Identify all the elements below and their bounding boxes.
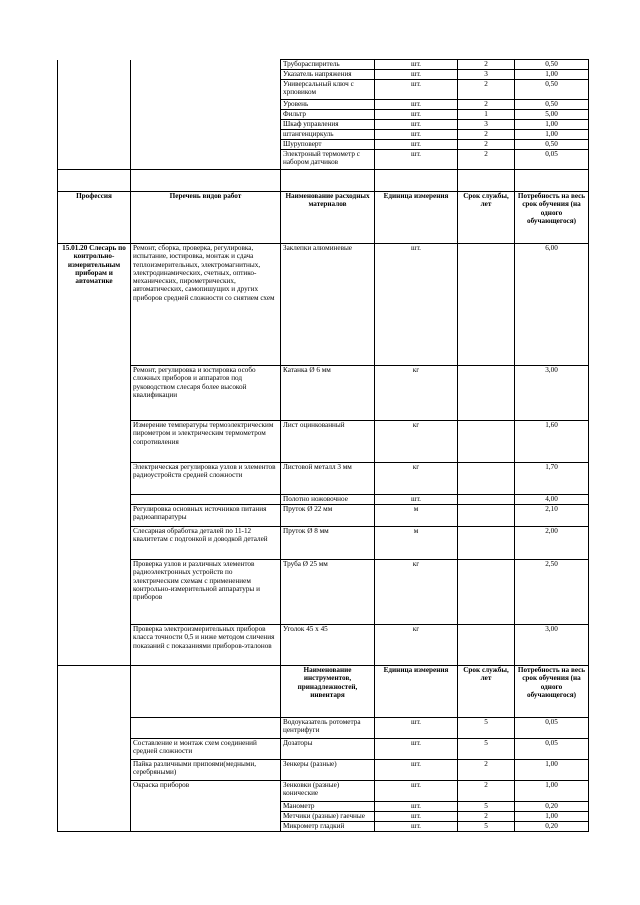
work-description: Ремонт, сборка, проверка, регулировка, испытание, юстировка, монтаж и сдача теплоизмерительных, электромагнитных, электродинамических, счетных, оптико-механических, пирометрических, автоматических, самопишущих и других приборов средней сложности со снятием схем [131,244,281,366]
works-cell [131,80,281,100]
material-row [58,625,589,666]
material-unit: кг [375,366,458,421]
tool-row [58,718,589,739]
item-term: 3 [458,120,515,130]
material-row [58,366,589,421]
tool-unit: шт. [375,802,458,812]
material-need: 2,00 [515,527,589,560]
profession-cell [58,100,131,110]
tool-work: Составление и монтаж схем соединений средней сложности [131,739,281,760]
material-name: Полотно ножовочное [281,495,375,505]
work-description: Ремонт, регулировка и юстировка особо сложных приборов и аппаратов под руководством слесаря более высокой квалификации [131,366,281,421]
item-need: 1,00 [515,130,589,140]
item-term: 2 [458,100,515,110]
work-description [131,495,281,505]
tool-row [58,781,589,802]
material-term [458,560,515,625]
item-name: штангенциркуль [281,130,375,140]
item-unit: шт. [375,140,458,150]
profession-cell [58,70,131,80]
item-need: 0,50 [515,60,589,70]
material-need: 2,50 [515,560,589,625]
tool-work: Окраска приборов [131,781,281,832]
item-unit: шт. [375,110,458,120]
profession-cell [58,110,131,120]
tool-name: Зенковки (разные) конические [281,781,375,802]
material-row [58,244,589,366]
item-unit: шт. [375,80,458,100]
material-unit: кг [375,463,458,495]
header-row [58,666,589,718]
material-term [458,625,515,666]
tool-unit: шт. [375,760,458,781]
works-cell [131,60,281,70]
empty-cell [131,170,281,192]
tool-need: 1,00 [515,812,589,822]
tool-need: 0,20 [515,822,589,832]
tool-term: 5 [458,802,515,812]
material-need: 1,60 [515,421,589,463]
material-term [458,505,515,527]
material-row [58,505,589,527]
profession-cell [58,120,131,130]
header-profession: Профессия [58,192,131,244]
material-row [58,421,589,463]
empty-cell [375,170,458,192]
item-need: 0,50 [515,140,589,150]
tool-name: Микрометр гладкий [281,822,375,832]
top-row [58,120,589,130]
item-name: Шкаф управления [281,120,375,130]
header-works: Перечень видов работ [131,192,281,244]
material-unit: м [375,505,458,527]
works-cell [131,140,281,150]
header-term: Срок службы, лет [458,192,515,244]
tool-work: Пайка различными припоями(медными, серебряными) [131,760,281,781]
equipment-table [57,59,589,832]
empty-cell [281,170,375,192]
item-name: Шуруповерт [281,140,375,150]
top-row [58,130,589,140]
material-need: 3,00 [515,366,589,421]
item-unit: шт. [375,70,458,80]
material-need: 1,70 [515,463,589,495]
material-term [458,421,515,463]
header-need: Потребность на весь срок обучения (на одного обучающегося) [515,192,589,244]
material-unit: м [375,527,458,560]
material-name: Пруток Ø 8 мм [281,527,375,560]
header-unit: Единица измерения [375,192,458,244]
material-name: Листовой металл 3 мм [281,463,375,495]
header-term: Срок службы, лет [458,666,515,718]
material-name: Пруток Ø 22 мм [281,505,375,527]
profession-title: 15.01.20 Слесарь по контрольно-измерительным приборам и автоматике [58,244,131,666]
item-unit: шт. [375,150,458,170]
material-name: Уголок 45 х 45 [281,625,375,666]
material-need: 4,00 [515,495,589,505]
item-need: 0,50 [515,80,589,100]
profession-cell [58,812,131,822]
works-cell [131,666,281,718]
top-row [58,60,589,70]
tool-name: Метчики (разные) гаечные [281,812,375,822]
material-unit: кг [375,560,458,625]
material-term [458,527,515,560]
material-term [458,244,515,366]
top-row [58,150,589,170]
material-name: Труба Ø 25 мм [281,560,375,625]
item-unit: шт. [375,100,458,110]
item-unit: шт. [375,60,458,70]
empty-cell [58,170,131,192]
material-row [58,495,589,505]
tool-term: 5 [458,718,515,739]
header-tools: Наименование инструментов, принадлежностей, инвентаря [281,666,375,718]
empty-cell [458,170,515,192]
item-term: 2 [458,80,515,100]
works-cell [131,70,281,80]
material-unit: шт. [375,244,458,366]
works-cell [131,150,281,170]
tool-unit: шт. [375,781,458,802]
tool-term: 2 [458,812,515,822]
material-row [58,463,589,495]
item-name: Универсальный ключ с хрповиком [281,80,375,100]
item-need: 0,50 [515,100,589,110]
item-unit: шт. [375,130,458,140]
tool-unit: шт. [375,822,458,832]
works-cell [131,100,281,110]
profession-cell [58,781,131,802]
material-need: 2,10 [515,505,589,527]
tool-row [58,760,589,781]
profession-cell [58,802,131,812]
item-term: 1 [458,110,515,120]
item-term: 2 [458,60,515,70]
header-need: Потребность на весь срок обучения (на одного обучающегося) [515,666,589,718]
item-name: Фильтр [281,110,375,120]
work-description: Электрическая регулировка узлов и элементов радиоустройств средней сложности [131,463,281,495]
material-row [58,560,589,625]
material-unit: шт. [375,495,458,505]
work-description: Регулировка основных источников питания радиоаппаратуры [131,505,281,527]
top-row [58,140,589,150]
spacer-row [58,170,589,192]
tool-need: 0,20 [515,802,589,812]
profession-cell [58,666,131,718]
material-need: 3,00 [515,625,589,666]
tool-row [58,739,589,760]
tool-name: Водоуказатель ротометра центрифуги [281,718,375,739]
tool-name: Манометр [281,802,375,812]
item-name: Электроный термометр с набором датчиков [281,150,375,170]
work-description: Слесарная обработка деталей по 11-12 квалитетам с подгонкой и доводкой деталей [131,527,281,560]
profession-cell [58,718,131,739]
item-need: 1,00 [515,120,589,130]
work-description: Проверка узлов и различных элементов радиоэлектронных устройств по электрическим схемам с применением контрольно-измерительной аппаратуры и приборов [131,560,281,625]
works-cell [131,130,281,140]
tool-term: 2 [458,760,515,781]
item-name: Указатель напряжения [281,70,375,80]
profession-cell [58,60,131,70]
material-row [58,527,589,560]
material-unit: кг [375,421,458,463]
item-term: 3 [458,70,515,80]
top-row [58,110,589,120]
item-term: 2 [458,130,515,140]
tool-name: Зенкеры (разные) [281,760,375,781]
tool-unit: шт. [375,718,458,739]
top-row [58,100,589,110]
item-term: 2 [458,140,515,150]
tool-unit: шт. [375,812,458,822]
tool-need: 1,00 [515,760,589,781]
profession-cell [58,739,131,760]
item-need: 0,05 [515,150,589,170]
item-need: 5,00 [515,110,589,120]
tool-term: 5 [458,739,515,760]
profession-cell [58,80,131,100]
top-row [58,70,589,80]
work-description: Измерение температуры термоэлектрическим пирометром и электрическим термометром сопротивления [131,421,281,463]
profession-cell [58,150,131,170]
material-name: Заклепки алюминевые [281,244,375,366]
profession-cell [58,760,131,781]
profession-cell [58,140,131,150]
item-name: Уровень [281,100,375,110]
tool-unit: шт. [375,739,458,760]
tool-need: 1,00 [515,781,589,802]
works-cell [131,110,281,120]
empty-cell [515,170,589,192]
tool-need: 0,05 [515,739,589,760]
tool-term: 2 [458,781,515,802]
item-unit: шт. [375,120,458,130]
material-term [458,366,515,421]
material-need: 6,00 [515,244,589,366]
tool-term: 5 [458,822,515,832]
tool-need: 0,05 [515,718,589,739]
header-row [58,192,589,244]
material-name: Лист оцинкованный [281,421,375,463]
material-name: Катанка Ø 6 мм [281,366,375,421]
top-row [58,80,589,100]
item-term: 2 [458,150,515,170]
material-term [458,463,515,495]
works-cell [131,718,281,739]
works-cell [131,120,281,130]
item-need: 1,00 [515,70,589,80]
item-name: Трубораспиритель [281,60,375,70]
tool-name: Дозаторы [281,739,375,760]
work-description: Проверка электроизмерительных приборов класса точности 0,5 и ниже методом сличения показаний с показаниями приборов-эталонов [131,625,281,666]
header-unit: Единица измерения [375,666,458,718]
profession-cell [58,822,131,832]
material-term [458,495,515,505]
material-unit: кг [375,625,458,666]
header-materials: Наименование расходных материалов [281,192,375,244]
profession-cell [58,130,131,140]
